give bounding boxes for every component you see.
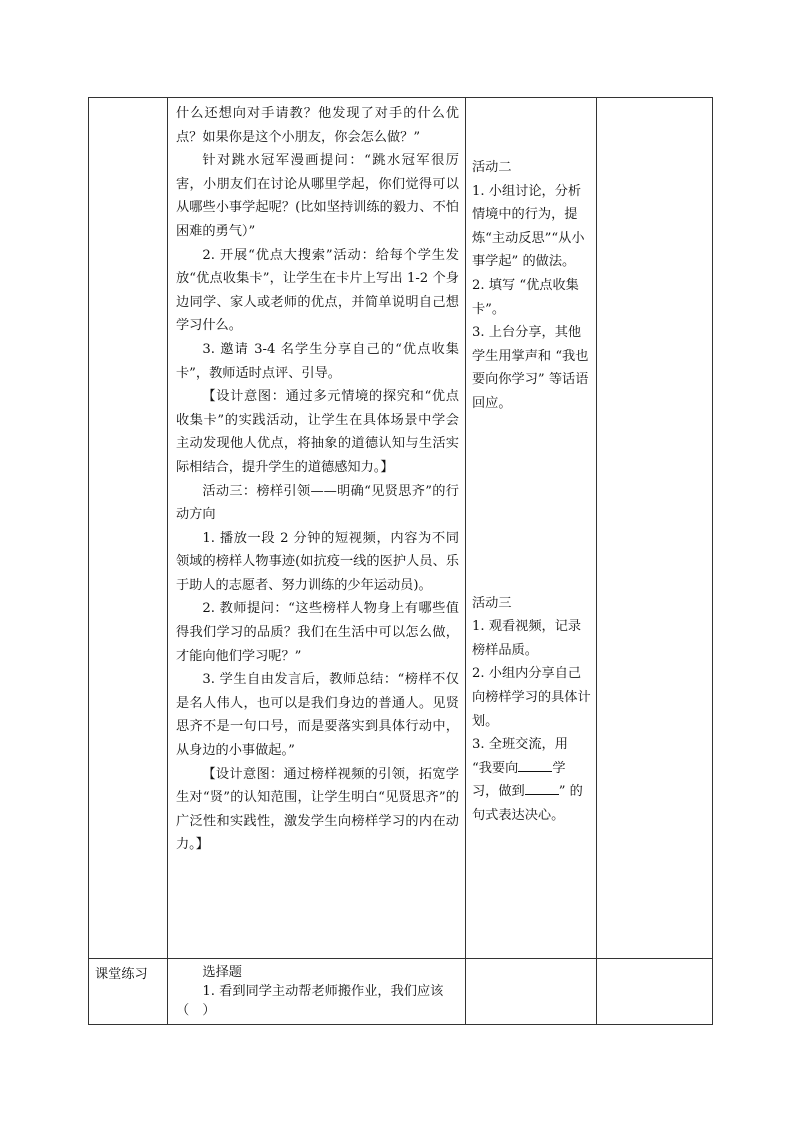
practice-heading: 选择题 [202,965,242,980]
fill-blank-2 [525,780,559,795]
item3-pre: 3. 全班交流，用 “我要向 [472,737,568,776]
practice-student-cell [466,959,597,1025]
paragraph-share-cards: 3. 邀请 3-4 名学生分享自己的“优点收集卡”，教师适时点评、引导。 [176,341,459,381]
paragraph-teacher-summary: 3. 学生自由发言后，教师总结：“榜样不仅是名人伟人，也可以是我们身边的普通人。见贤思齐不是一句口号，而是要落实到具体行动中，从身边的小事做起。” [176,672,459,759]
activity-two-item-3: 3. 上台分享，其他学生用掌声和 “我也要向你学习” 等话语回应。 [472,325,589,411]
item3-post: ” 的句式表达决心。 [472,784,583,823]
item3-mid: 学习，做到 [472,760,566,800]
practice-notes-cell [597,959,713,1025]
activity-two-item-2: 2. 填写 “优点收集卡”。 [472,277,579,317]
teaching-process-row [89,98,713,959]
practice-label: 课堂练习 [95,967,148,982]
practice-label-cell [89,959,168,1025]
paragraph-design-intent-2: 【设计意图：通过多元情境的探究和“优点收集卡”的实践活动，让学生在具体场景中学会主动发现他人优点，将抽象的道德认知与生活实际相结合，提升学生的道德感知力。】 [176,389,459,475]
student-activity-cell [466,98,597,959]
activity-three-item-2: 2. 小组内分享自己向榜样学习的具体计划。 [472,666,591,729]
activity-two-item-1: 1. 小组讨论，分析情境中的行为，提炼“主动反思”“从小事学起” 的做法。 [472,183,585,270]
paragraph-teacher-question: 2. 教师提问：“这些榜样人物身上有哪些值得我们学习的品质？我们在生活中可以怎么做，才能向他们学习呢？” [176,601,459,664]
paragraph-video: 1. 播放一段 2 分钟的短视频，内容为不同领域的榜样人物事迹(如抗疫一线的医护人员、乐于助人的志愿者、努力训练的少年运动员)。 [176,530,459,593]
paragraph-design-intent-3: 【设计意图：通过榜样视频的引领，拓宽学生对“贤”的认知范围，让学生明白“见贤思齐”的广泛性和实践性，激发学生向榜样学习的内在动力。】 [176,766,459,853]
fill-blank-1 [518,757,552,772]
activity-three-title: 活动三 [472,595,512,611]
lesson-plan-table [88,97,713,1025]
design-notes-cell [597,98,713,959]
paragraph-strength-search: 2. 开展“优点大搜索”活动：给每个学生发放“优点收集卡”，让学生在卡片上写出 1-2 个身边同学、家人或老师的优点，并简单说明自己想学习什么。 [176,247,459,334]
activity-three-item-3 [472,733,591,827]
section-label-cell [89,98,168,959]
practice-content-cell [168,959,466,1025]
activity-two-title: 活动二 [472,160,512,175]
practice-question-1: 1. 看到同学主动帮老师搬作业，我们应该（ ） [176,984,444,1018]
activity-three-heading: 活动三：榜样引领——明确“见贤思齐”的行动方向 [176,483,459,523]
paragraph-continuation: 什么还想向对手请教？他发现了对手的什么优点？如果你是这个小朋友，你会怎么做？” [176,106,459,145]
classroom-practice-row [89,959,713,1025]
activity-three-item-1: 1. 观看视频，记录榜样品质。 [472,619,582,658]
paragraph-diving-question: 针对跳水冠军漫画提问：“跳水冠军很厉害，小朋友们在讨论从哪里学起，你们觉得可以从哪些小事学起呢？(比如坚持训练的毅力、不怕困难的勇气）” [176,153,459,239]
teacher-activity-cell [168,98,466,959]
